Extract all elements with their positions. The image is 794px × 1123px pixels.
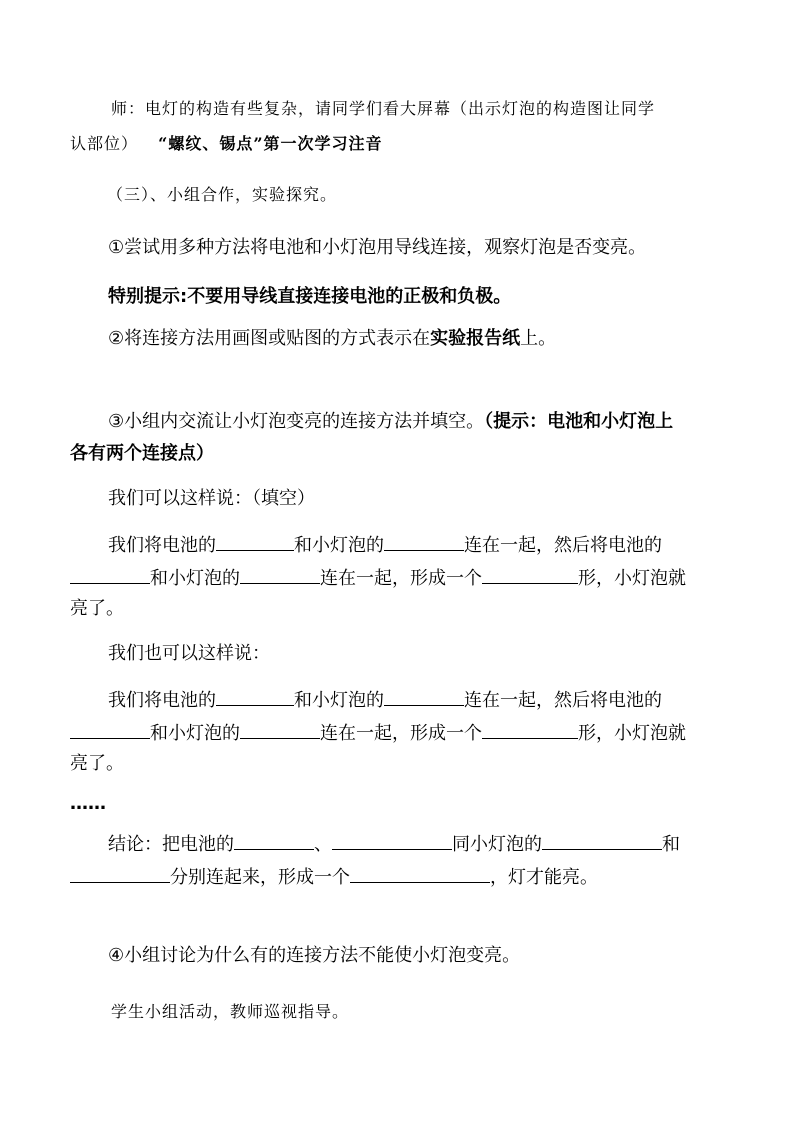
sentence2-part-d: 和小灯泡的 [150,723,240,744]
sentence1-part-d: 和小灯泡的 [150,568,240,589]
sentence1-line-1 [108,532,662,558]
step3-line-2: 各有两个连接点） [70,443,214,464]
special-tip: 特别提示:不要用导线直接连接电池的正极和负极。 [108,286,512,307]
sentence2-line-2 [70,720,686,746]
blank-input[interactable] [384,532,464,551]
step3-text: ③小组内交流让小灯泡变亮的连接方法并填空。 [108,411,485,432]
teacher-line-2 [70,132,383,156]
step1-text: ①尝试用多种方法将电池和小灯泡用导线连接，观察灯泡是否变亮。 [108,237,647,258]
sentence2-part-b: 和小灯泡的 [294,690,384,711]
blank-input[interactable] [70,720,150,739]
blank-input[interactable] [216,532,294,551]
blank-input[interactable] [240,720,320,739]
blank-input[interactable] [482,565,578,584]
blank-input[interactable] [70,864,170,883]
sentence1-line-2 [70,565,686,591]
step3-line-1 [108,410,673,434]
step2-text-b: 上。 [520,328,557,349]
say1-title: 我们可以这样说：（填空） [108,488,315,509]
conclusion-part-c: 同小灯泡的 [452,834,542,855]
ellipsis: …… [70,793,106,814]
sentence2-part-e: 连在一起，形成一个 [320,723,482,744]
blank-input[interactable] [384,687,464,706]
conclusion-line-2 [70,864,598,890]
activity-text: 学生小组活动，教师巡视指导。 [111,1002,350,1021]
say2-title: 我们也可以这样说： [108,643,270,664]
step3-hint: （提示：电池和小灯泡上 [484,411,674,432]
blank-input[interactable] [240,565,320,584]
sentence2-line-1 [108,687,662,713]
sentence2-part-f: 形，小灯泡就 [578,723,686,744]
step2-text [108,327,556,351]
teacher-line-2-bold: “螺纹、锡点”第一次学习注音 [158,134,383,153]
step4-text: ④小组讨论为什么有的连接方法不能使小灯泡变亮。 [108,945,521,966]
sentence2-part-c: 连在一起，然后将电池的 [464,690,662,711]
conclusion-part-f: ，灯才能亮。 [490,867,598,888]
conclusion-part-b: 、 [314,834,332,855]
sentence2-line-3: 亮了。 [70,753,124,774]
conclusion-part-d: 和 [662,834,680,855]
conclusion-part-e: 分别连起来，形成一个 [170,867,350,888]
sentence2-part-a: 我们将电池的 [108,690,216,711]
sentence1-part-a: 我们将电池的 [108,535,216,556]
sentence1-part-c: 连在一起，然后将电池的 [464,535,662,556]
teacher-line-2-text: 认部位） [70,134,139,153]
blank-input[interactable] [70,565,150,584]
blank-input[interactable] [542,831,662,850]
blank-input[interactable] [216,687,294,706]
blank-input[interactable] [234,831,314,850]
sentence1-part-f: 形，小灯泡就 [578,568,686,589]
sentence1-line-3: 亮了。 [70,598,124,619]
sentence1-part-e: 连在一起，形成一个 [320,568,482,589]
teacher-line-1: 师：电灯的构造有些复杂，请同学们看大屏幕（出示灯泡的构造图让同学 [111,99,656,118]
step2-text-a: ②将连接方法用画图或贴图的方式表示在 [108,328,431,349]
section3-title: （三）、小组合作，实验探究。 [107,185,338,204]
blank-input[interactable] [332,831,452,850]
blank-input[interactable] [350,864,490,883]
conclusion-line-1 [108,831,680,857]
blank-input[interactable] [482,720,578,739]
conclusion-part-a: 结论：把电池的 [108,834,234,855]
sentence1-part-b: 和小灯泡的 [294,535,384,556]
step2-bold: 实验报告纸 [430,328,521,349]
